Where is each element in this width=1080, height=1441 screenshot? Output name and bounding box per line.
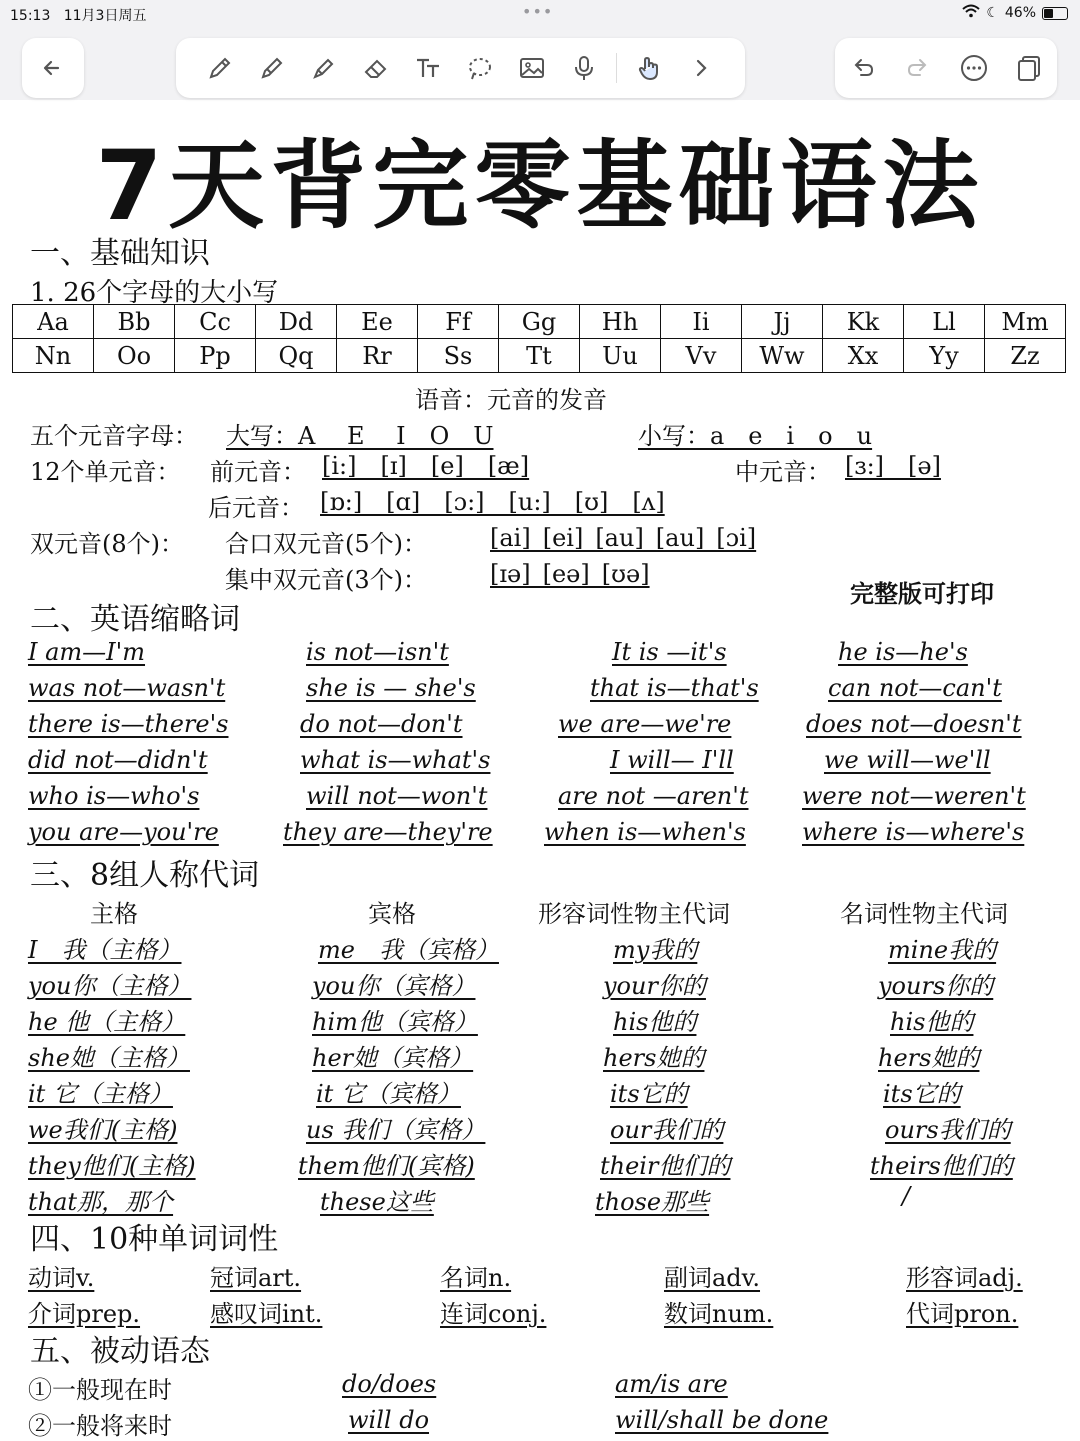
passive-passive-form: am/is are [615, 1370, 728, 1398]
toolbar-divider [616, 53, 617, 83]
phonetics-heading: 语音：元音的发音 [415, 386, 607, 414]
letter-cell: Nn [13, 339, 94, 373]
pronoun-cell: hers她的 [878, 1044, 980, 1072]
page-title: 7天背完零基础语法 [95, 130, 985, 242]
contraction-item: they are—they're [283, 818, 493, 846]
contraction-item: there is—there's [28, 710, 229, 738]
closing-diphthongs: [ai]_[ei]_[au]_[au]_[ɔi] [490, 524, 757, 552]
letter-cell: Pp [175, 339, 256, 373]
pronoun-cell: we我们(主格) [28, 1116, 178, 1144]
pronoun-cell: him他（宾格） [312, 1008, 478, 1036]
pronoun-cell: they他们(主格) [28, 1152, 196, 1180]
contraction-item: we are—we're [558, 710, 732, 738]
pos-item: 动词v. [28, 1264, 95, 1292]
more-icon[interactable] [952, 46, 996, 90]
letter-cell: Dd [256, 305, 337, 339]
letter-cell: Kk [823, 305, 904, 339]
letter-cell: Mm [985, 305, 1066, 339]
pronoun-header: 形容词性物主代词 [538, 900, 730, 928]
microphone-icon[interactable] [562, 46, 606, 90]
section-parts-of-speech: 四、10种单词词性 [30, 1222, 279, 1257]
pos-item: 形容词adj. [906, 1264, 1023, 1292]
letter-cell: Aa [13, 305, 94, 339]
passive-tense: ②一般将来时 [28, 1412, 172, 1440]
letter-cell: Ss [418, 339, 499, 373]
back-vowels: [ɒ:]__[ɑ]__[ɔ:]__[u:]__[ʊ]__[ʌ] [320, 488, 665, 516]
contraction-item: does not—doesn't [806, 710, 1022, 738]
alphabet-row-1 [13, 305, 1066, 339]
section-contractions: 二、英语缩略词 [30, 602, 240, 637]
pencil-icon[interactable] [250, 46, 294, 90]
pos-item: 名词n. [440, 1264, 512, 1292]
letter-cell: Uu [580, 339, 661, 373]
letter-cell: Tt [499, 339, 580, 373]
letter-cell: Cc [175, 305, 256, 339]
pronoun-cell: these这些 [320, 1188, 434, 1216]
alphabet-table [12, 304, 1066, 373]
letter-cell: Jj [742, 305, 823, 339]
pronoun-cell: he 他（主格） [28, 1008, 186, 1036]
pronoun-cell: it 它（宾格） [316, 1080, 461, 1108]
contraction-item: where is—where's [802, 818, 1025, 846]
contraction-item: It is —it's [612, 638, 727, 666]
letter-cell: Xx [823, 339, 904, 373]
pen-icon[interactable] [198, 46, 242, 90]
pos-item: 感叹词int. [210, 1300, 323, 1328]
alphabet-heading: 1. 26个字母的大小写 [30, 278, 279, 308]
contraction-item: do not—don't [300, 710, 463, 738]
passive-active-form: do/does [342, 1370, 437, 1398]
passive-passive-form: will/shall be done [615, 1406, 829, 1434]
passive-tense: ①一般现在时 [28, 1376, 172, 1404]
image-icon[interactable] [510, 46, 554, 90]
pronoun-cell: you你（宾格） [312, 972, 476, 1000]
battery-fill [1044, 9, 1053, 18]
status-bar [0, 0, 1080, 28]
contraction-item: what is—what's [300, 746, 491, 774]
drawing-tools [176, 38, 745, 98]
centering-diphthongs-label: 集中双元音(3个)： [225, 566, 427, 594]
pos-item: 介词prep. [28, 1300, 141, 1328]
contraction-item: can not—can't [828, 674, 1002, 702]
contraction-item: who is—who's [28, 782, 200, 810]
back-button[interactable] [31, 46, 75, 90]
pronoun-header: 名词性物主代词 [840, 900, 1008, 928]
pronoun-cell: our我们的 [610, 1116, 724, 1144]
diphthongs-label: 双元音(8个)： [30, 530, 184, 558]
section-basics: 一、基础知识 [30, 236, 210, 271]
pronoun-cell: you你（主格） [28, 972, 192, 1000]
chevron-right-icon[interactable] [679, 46, 723, 90]
centering-diphthongs: [ɪə]_[eə]_[ʊə] [490, 560, 650, 588]
pos-item: 副词adv. [664, 1264, 761, 1292]
battery-percent: 46% [1004, 5, 1036, 21]
contraction-item: I will— I'll [610, 746, 734, 774]
moon-icon: ☾ [986, 5, 999, 21]
contraction-item: is not—isn't [306, 638, 449, 666]
contraction-item: was not—wasn't [28, 674, 226, 702]
contraction-item: will not—won't [306, 782, 488, 810]
letter-cell: Ff [418, 305, 499, 339]
text-tool-icon[interactable] [406, 46, 450, 90]
letter-cell: Ee [337, 305, 418, 339]
letter-cell: Zz [985, 339, 1066, 373]
pronoun-cell: us 我们（宾格） [306, 1116, 486, 1144]
contraction-item: you are—you're [28, 818, 219, 846]
pronoun-cell: / [902, 1182, 911, 1210]
contraction-item: did not—didn't [28, 746, 208, 774]
pronoun-cell: your你的 [603, 972, 706, 1000]
letter-cell: Gg [499, 305, 580, 339]
history-tools [835, 38, 1057, 98]
highlighter-icon[interactable] [302, 46, 346, 90]
alphabet-row-2 [13, 339, 1066, 373]
section-pronouns: 三、8组人称代词 [30, 858, 260, 893]
printable-note: 完整版可打印 [850, 581, 994, 608]
pronoun-header: 主格 [90, 900, 138, 928]
five-vowels-label: 五个元音字母： [30, 422, 198, 450]
front-vowels-label: 前元音： [210, 458, 306, 486]
pronoun-cell: its它的 [883, 1080, 961, 1108]
pronoun-cell: them他们(宾格) [298, 1152, 475, 1180]
vowels-lower: 小写：a e i o u [638, 422, 873, 450]
letter-cell: Yy [904, 339, 985, 373]
letter-cell: Vv [661, 339, 742, 373]
undo-icon[interactable] [841, 46, 885, 90]
pronoun-cell: that那，那个 [28, 1188, 174, 1216]
pos-item: 代词pron. [906, 1300, 1019, 1328]
single-vowels-label: 12个单元音： [30, 458, 181, 486]
middle-vowels-label: 中元音： [735, 458, 831, 486]
status-time: 15:13 11月3日周五 [10, 8, 147, 24]
back-vowels-label: 后元音： [208, 494, 304, 522]
vowels-upper: 大写：A E I O U [226, 422, 494, 450]
back-panel [22, 38, 84, 98]
pronoun-cell: me 我（宾格） [318, 936, 499, 964]
contraction-item: when is—when's [544, 818, 746, 846]
section-passive-voice: 五、被动语态 [30, 1334, 210, 1369]
redo-icon[interactable] [896, 46, 940, 90]
pronoun-header: 宾格 [368, 900, 416, 928]
pos-item: 连词conj. [440, 1300, 547, 1328]
contraction-item: we will—we'll [824, 746, 991, 774]
letter-cell: Ii [661, 305, 742, 339]
front-vowels: [i:]__[ɪ]__[e]__[æ] [322, 452, 530, 480]
contraction-item: I am—I'm [28, 638, 146, 666]
contraction-item: that is—that's [590, 674, 759, 702]
pronoun-cell: theirs他们的 [870, 1152, 1013, 1180]
pronoun-cell: hers她的 [603, 1044, 705, 1072]
letter-cell: Ll [904, 305, 985, 339]
lasso-icon[interactable] [458, 46, 502, 90]
pronoun-cell: those那些 [595, 1188, 710, 1216]
battery-icon [1042, 7, 1068, 20]
letter-cell: Ww [742, 339, 823, 373]
letter-cell: Bb [94, 305, 175, 339]
passive-active-form: will do [348, 1406, 430, 1434]
contraction-item: he is—he's [838, 638, 968, 666]
multitask-dots-icon[interactable]: ••• [522, 2, 554, 21]
pos-item: 冠词art. [210, 1264, 302, 1292]
letter-cell: Rr [337, 339, 418, 373]
pronoun-cell: her她（宾格） [312, 1044, 474, 1072]
pronoun-cell: I 我（主格） [28, 936, 182, 964]
contraction-item: she is — she's [306, 674, 476, 702]
contraction-item: are not —aren't [558, 782, 749, 810]
letter-cell: Hh [580, 305, 661, 339]
pos-item: 数词num. [664, 1300, 774, 1328]
pronoun-cell: she她（主格） [28, 1044, 190, 1072]
closing-diphthongs-label: 合口双元音(5个)： [225, 530, 427, 558]
letter-cell: Qq [256, 339, 337, 373]
pronoun-cell: their他们的 [600, 1152, 731, 1180]
pronoun-cell: it 它（主格） [28, 1080, 173, 1108]
pronoun-cell: its它的 [610, 1080, 688, 1108]
eraser-icon[interactable] [354, 46, 398, 90]
pronoun-cell: mine我的 [888, 936, 997, 964]
pronoun-cell: my我的 [613, 936, 698, 964]
middle-vowels: [ɜ:]__[ə] [845, 452, 941, 480]
pronoun-cell: his他的 [613, 1008, 697, 1036]
contraction-item: were not—weren't [802, 782, 1026, 810]
pages-icon[interactable] [1007, 46, 1051, 90]
pronoun-cell: ours我们的 [885, 1116, 1011, 1144]
letter-cell: Oo [94, 339, 175, 373]
hand-pointer-icon[interactable] [627, 46, 671, 90]
wifi-icon [962, 4, 980, 22]
pronoun-cell: his他的 [890, 1008, 974, 1036]
pronoun-cell: yours你的 [878, 972, 994, 1000]
